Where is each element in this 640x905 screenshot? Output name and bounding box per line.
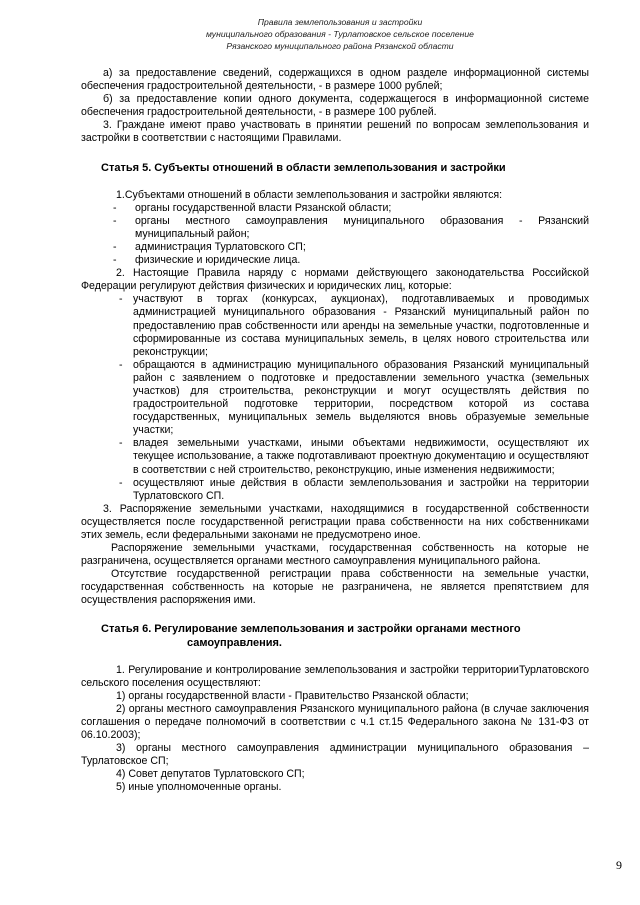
- list-item: - владея земельными участками, иными объектами недвижимости, осуществляют их текущее использование, а также подготавливают проектную документацию и осуществляют в соответствии с ней строительство, реконструкцию, иные изменения недвижимости;: [119, 437, 589, 476]
- subjects-list: [113, 202, 589, 267]
- paragraph: 3. Граждане имеют право участвовать в принятии решений по вопросам землепользования и застройки в соответствии с настоящими Правилами.: [81, 119, 589, 145]
- paragraph: 2) органы местного самоуправления Рязанского муниципального района (в случае заключения соглашения о передаче полномочий в соответствии с ч.1 ст.15 Федерального закона № 131-ФЗ от 06.10.2003);: [81, 702, 589, 742]
- paragraph: 1) органы государственной власти - Правительство Рязанской области;: [116, 689, 469, 702]
- list-item: - администрация Турлатовского СП;: [113, 241, 589, 254]
- article-heading: [81, 622, 589, 650]
- paragraph: 3. Распоряжение земельными участками, находящимися в государственной собственности осуществляется после государственной регистрации права собственности на них собственниками этих земель, если федеральными законами не предусмотрено иное.: [81, 502, 589, 541]
- list-item: - органы государственной власти Рязанской области;: [113, 202, 589, 215]
- paragraph: б) за предоставление копии одного документа, содержащегося в информационной системе обеспечения градостроительной деятельности, - в размере 100 рублей.: [81, 93, 589, 119]
- running-header: [0, 16, 640, 52]
- actions-list: [119, 293, 589, 503]
- paragraph: 4) Совет депутатов Турлатовского СП;: [116, 768, 305, 781]
- list-item: - обращаются в администрацию муниципального образования Рязанский муниципальный район с заявлением о подготовке и предоставлении земельного участка (земельных участков) для строительства, реконструкции и могут осуществлять действия по градостроительной подготовке территории, посредством которой из состава государственных, муниципальных земель выделяются вновь образуемые земельные участки;: [119, 359, 589, 438]
- paragraph: 3) органы местного самоуправления администрации муниципального образования – Турлатовское СП;: [81, 742, 589, 768]
- paragraph: 1. Регулирование и контролирование землепользования и застройки территорииТурлатовского сельского поселения осуществляют:: [81, 663, 589, 689]
- list-item: - осуществляют иные действия в области землепользования и застройки на территории Турлатовского СП.: [119, 477, 589, 503]
- page-number: 9: [616, 858, 622, 872]
- page-body: [81, 67, 589, 795]
- article-heading-line: Статья 6. Регулирование землепользования и застройки органами местного: [101, 622, 521, 635]
- paragraph: 2. Настоящие Правила наряду с нормами действующего законодательства Российской Федерации регулируют действия физических и юридических лиц, которые:: [81, 267, 589, 293]
- paragraph: 5) иные уполномоченные органы.: [116, 781, 282, 794]
- header-line: Правила землепользования и застройки: [257, 17, 423, 27]
- article-heading: Статья 5. Субъекты отношений в области землепользования и застройки: [101, 161, 506, 174]
- list-item: - участвуют в торгах (конкурсах, аукционах), подготавливаемых и проводимых администрацией муниципального образования - Рязанский муниципальный район по предоставлению прав собственности или аренды на земельные участки, подготовленные и сформированные из состава муниципальных земель, в целях нового строительства или реконструкции;: [119, 293, 589, 358]
- paragraph: Распоряжение земельными участками, государственная собственность на которые не разграничена, осуществляется органами местного самоуправления муниципального района.: [81, 542, 589, 568]
- paragraph: Отсутствие государственной регистрации права собственности на земельные участки, государственная собственность на которые не разграничена, не является препятствием для осуществления распоряжения ими.: [81, 568, 589, 607]
- list-item: - физические и юридические лица.: [113, 254, 589, 267]
- paragraph: а) за предоставление сведений, содержащихся в одном разделе информационной системы обеспечения градостроительной деятельности, - в размере 1000 рублей;: [81, 67, 589, 93]
- paragraph: 1.Субъектами отношений в области землепользования и застройки являются:: [116, 188, 503, 201]
- header-line: муниципального образования - Турлатовское сельское поселение: [206, 29, 474, 39]
- article-heading-line: самоуправления.: [187, 636, 282, 649]
- list-item: - органы местного самоуправления муниципального образования - Рязанский муниципальный район;: [113, 215, 589, 241]
- header-line: Рязанского муниципального района Рязанской области: [226, 41, 454, 51]
